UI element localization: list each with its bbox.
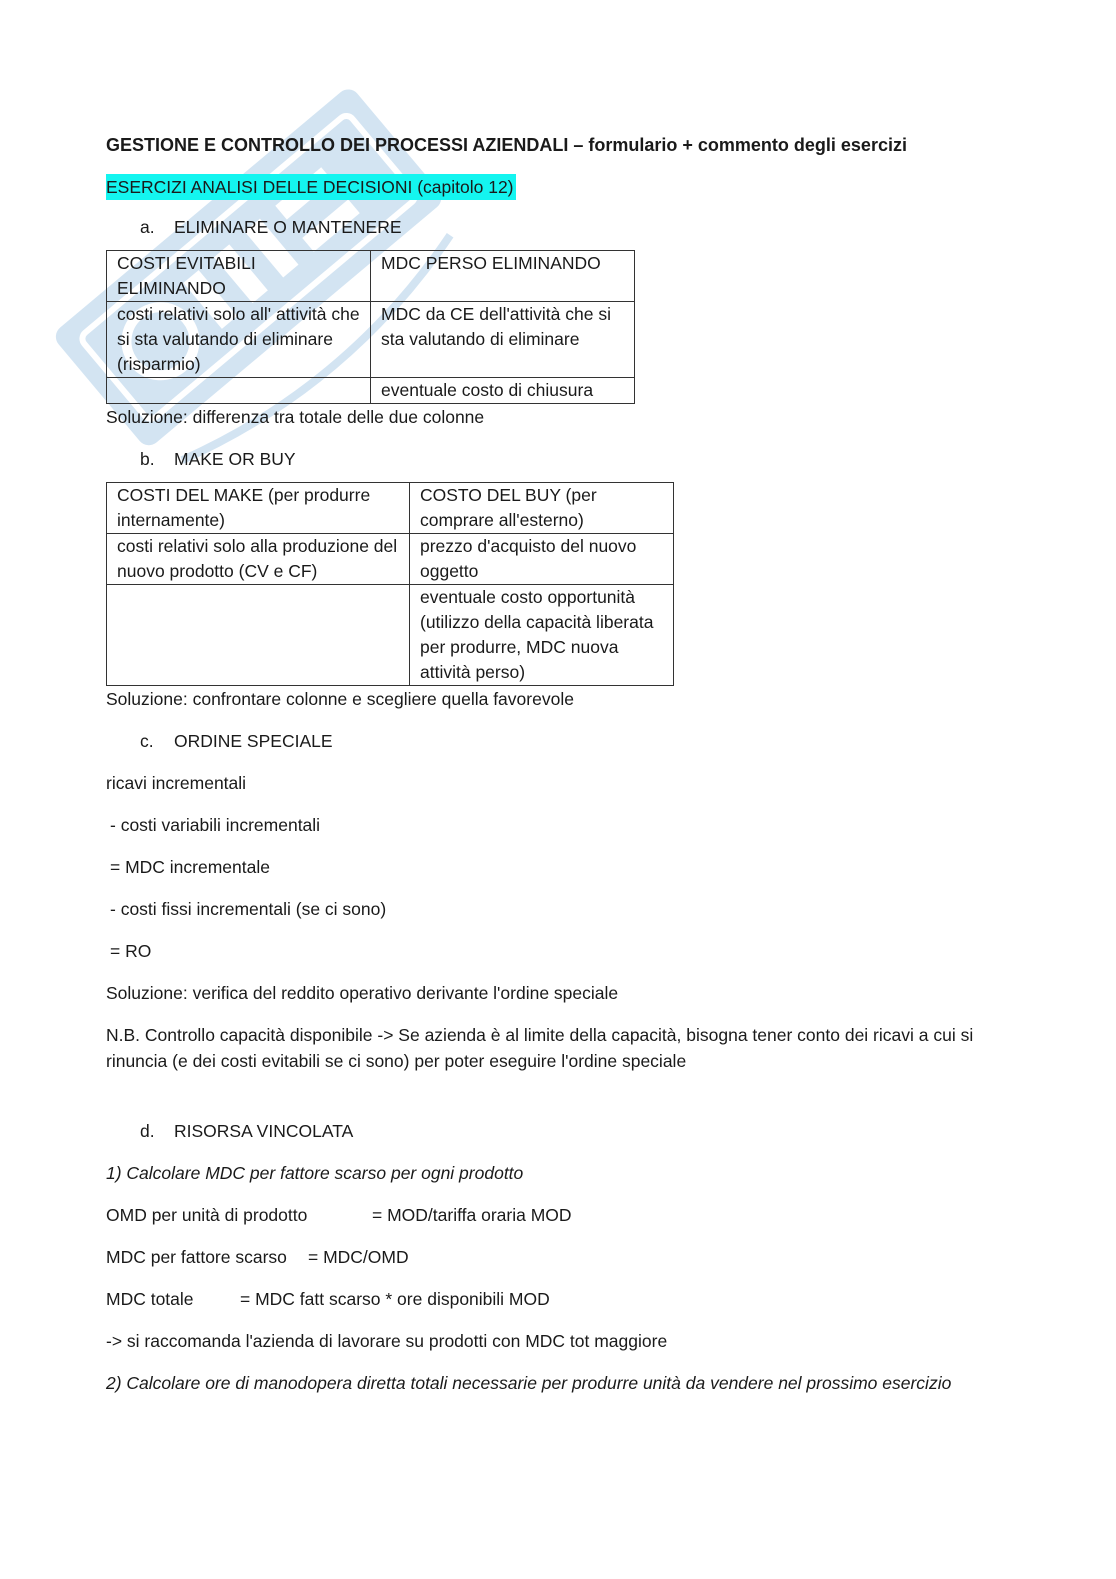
table-cell [107, 378, 371, 404]
table-cell: MDC PERSO ELIMINANDO [371, 251, 635, 302]
heading-letter: a. [140, 217, 155, 237]
table-cell: eventuale costo di chiusura [371, 378, 635, 404]
table-cell: MDC da CE dell'attività che si sta valutando di eliminare [371, 302, 635, 378]
formula-line: - costi fissi incrementali (se ci sono) [110, 899, 387, 919]
solution-c: Soluzione: verifica del reddito operativo derivante l'ordine speciale [106, 983, 619, 1003]
table-cell: eventuale costo opportunità (utilizzo della capacità liberata per produrre, MDC nuova attività perso) [410, 585, 674, 686]
formula-omd [106, 1202, 1006, 1228]
table-row [107, 585, 674, 686]
heading-letter: c. [140, 731, 154, 751]
heading-text: ORDINE SPECIALE [174, 731, 333, 751]
table-cell: COSTI EVITABILI ELIMINANDO [107, 251, 371, 302]
formula-line: = RO [110, 941, 152, 961]
formula-line: ricavi incrementali [106, 773, 247, 793]
formula-value: = MDC/OMD [308, 1247, 409, 1267]
table-row [107, 302, 635, 378]
table-cell: prezzo d'acquisto del nuovo oggetto [410, 534, 674, 585]
section-title: ESERCIZI ANALISI DELLE DECISIONI (capitolo 12) [106, 174, 516, 200]
solution-a: Soluzione: differenza tra totale delle due colonne [106, 407, 485, 427]
formula-line: = MDC incrementale [110, 857, 270, 877]
table-cell: costi relativi solo all' attività che si sta valutando di eliminare (risparmio) [107, 302, 371, 378]
heading-ordine-speciale [140, 728, 1006, 754]
heading-text: RISORSA VINCOLATA [174, 1121, 354, 1141]
formula-label: MDC per fattore scarso [106, 1247, 287, 1267]
step-1: 1) Calcolare MDC per fattore scarso per ogni prodotto [106, 1163, 524, 1183]
heading-eliminare-o-mantenere [140, 214, 1006, 240]
table-row [107, 483, 674, 534]
table-eliminare-o-mantenere [106, 250, 635, 404]
formula-label: OMD per unità di prodotto [106, 1205, 308, 1225]
heading-text: MAKE OR BUY [174, 449, 296, 469]
formula-value: = MOD/tariffa oraria MOD [372, 1205, 572, 1225]
heading-text: ELIMINARE O MANTENERE [174, 217, 402, 237]
formula-label: MDC totale [106, 1289, 194, 1309]
table-make-or-buy [106, 482, 674, 686]
heading-letter: d. [140, 1121, 155, 1141]
table-row [107, 378, 635, 404]
table-cell [107, 585, 410, 686]
step-2: 2) Calcolare ore di manodopera diretta totali necessarie per produrre unità da vendere nel prossimo esercizio [106, 1373, 952, 1393]
formula-value: = MDC fatt scarso * ore disponibili MOD [240, 1289, 550, 1309]
formula-mdc-scarso [106, 1244, 1006, 1270]
table-row [107, 251, 635, 302]
recommendation: -> si raccomanda l'azienda di lavorare su prodotti con MDC tot maggiore [106, 1331, 668, 1351]
formula-mdc-totale [106, 1286, 1006, 1312]
document-page [106, 132, 1006, 1396]
formula-line: - costi variabili incrementali [110, 815, 321, 835]
note-c: N.B. Controllo capacità disponibile -> Se azienda è al limite della capacità, bisogna tener conto dei ricavi a cui si rinuncia (e dei costi evitabili se ci sono) per poter eseguire l'ordine speciale [106, 1025, 974, 1071]
heading-letter: b. [140, 449, 155, 469]
heading-make-or-buy [140, 446, 1006, 472]
table-cell: COSTO DEL BUY (per comprare all'esterno) [410, 483, 674, 534]
table-cell: COSTI DEL MAKE (per produrre internamente) [107, 483, 410, 534]
heading-risorsa-vincolata [140, 1118, 1006, 1144]
table-row [107, 534, 674, 585]
document-title: GESTIONE E CONTROLLO DEI PROCESSI AZIENDALI – formulario + commento degli esercizi [106, 135, 907, 155]
table-cell: costi relativi solo alla produzione del nuovo prodotto (CV e CF) [107, 534, 410, 585]
solution-b: Soluzione: confrontare colonne e scegliere quella favorevole [106, 689, 574, 709]
